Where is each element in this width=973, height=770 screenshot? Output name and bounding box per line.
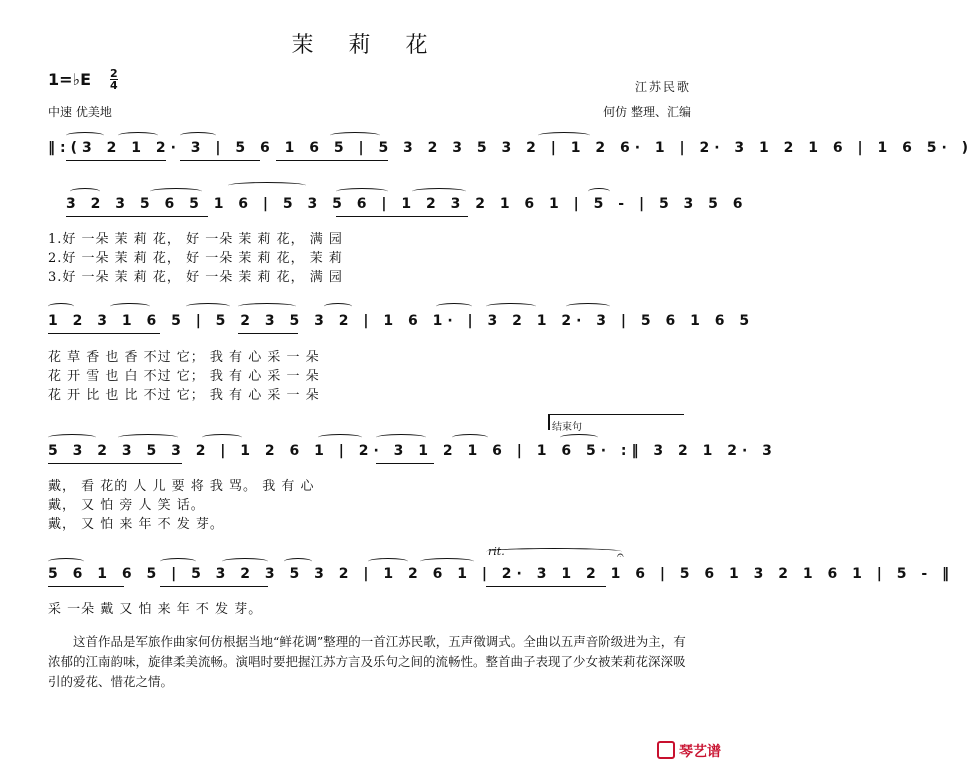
- beam-line: [160, 586, 268, 587]
- slur: [228, 182, 306, 189]
- lyric-line: 戴， 又 怕 旁 人 笑 话。: [48, 498, 205, 513]
- beam-line: [48, 586, 124, 587]
- slur: [48, 303, 74, 310]
- lyric-line: 花 草 香 也 香 不过 它； 我 有 心 采 一 朵: [48, 350, 320, 365]
- slur: [330, 132, 380, 139]
- slur: [48, 558, 84, 565]
- logo-text: 琴艺谱: [679, 744, 721, 760]
- verse-notes-row-4: 5 3 2 3 5 3 2 | 1 2 6 1 | 2· 3 1 2 1 6 | 1 6 5· :‖ 3 2 1 2· 3: [48, 443, 777, 459]
- slur: [376, 434, 426, 441]
- slur: [486, 303, 536, 310]
- time-signature: [110, 68, 118, 91]
- lyric-line: 戴， 看 花的 人 儿 要 将 我 骂。 我 有 心: [48, 479, 315, 494]
- slur: [66, 132, 104, 139]
- ending-bracket: [548, 414, 684, 415]
- beam-line: [376, 463, 434, 464]
- slur: [70, 188, 100, 195]
- song-title: 茉 莉 花: [291, 33, 442, 58]
- logo-icon: [657, 741, 675, 759]
- slur: [538, 132, 590, 139]
- beam-line: [238, 333, 298, 334]
- slur: [160, 558, 196, 565]
- site-logo: [657, 741, 721, 761]
- verse-notes-row-5: 5 6 1 6 5 | 5 3 2 3 5 3 2 | 1 2 6 1 | 2· 3 1 2 1 6 | 5 6 1 3 2 1 6 1 | 5 - ‖: [48, 566, 955, 582]
- tempo-marking: 中速 优美地: [48, 105, 112, 119]
- intro-notes: ‖:(3 2 1 2· 3 | 5 6 1 6 5 | 5 3 2 3 5 3 2 | 1 2 6· 1 | 2· 3 1 2 1 6 | 1 6 5· ): [48, 140, 973, 156]
- ending-phrase-marker: 结束句: [552, 422, 582, 433]
- slur: [436, 303, 472, 310]
- lyric-line: 2.好 一朵 茉 莉 花， 好 一朵 茉 莉 花， 茉 莉: [48, 251, 343, 266]
- ending-bracket-edge: [548, 414, 550, 430]
- slur: [222, 558, 268, 565]
- beam-line: [486, 586, 606, 587]
- slur: [336, 188, 388, 195]
- lyric-line: 1.好 一朵 茉 莉 花， 好 一朵 茉 莉 花， 满 园: [48, 232, 343, 247]
- slur: [118, 434, 178, 441]
- beam-line: [276, 160, 388, 161]
- beam-line: [336, 216, 468, 217]
- lyric-line: 采 一朵 戴 又 怕 来 年 不 发 芽。: [48, 602, 263, 617]
- slur: [412, 188, 466, 195]
- slur: [368, 558, 408, 565]
- slur: [588, 188, 610, 195]
- slur: [566, 303, 610, 310]
- beam-line: [66, 160, 166, 161]
- slur: [486, 548, 622, 555]
- slur: [452, 434, 488, 441]
- description-paragraph: 这首作品是军旅作曲家何仿根据当地“鲜花调”整理的一首江苏民歌，五声徵调式。全曲以五声音阶级进为主，有浓郁的江南韵味，旋律柔美流畅。演唱时要把握江苏方言及乐句之间的流畅性。整首曲子表现了少女被茉莉花深深吸引的爱花、惜花之情。: [48, 634, 686, 689]
- verse-notes-row-3: 1 2 3 1 6 5 | 5 2 3 5 3 2 | 1 6 1· | 3 2 1 2· 3 | 5 6 1 6 5: [48, 313, 755, 329]
- slur: [202, 434, 242, 441]
- lyric-line: 花 开 比 也 比 不过 它； 我 有 心 采 一 朵: [48, 388, 320, 403]
- lyric-line: 戴， 又 怕 来 年 不 发 芽。: [48, 517, 224, 532]
- beam-line: [66, 216, 208, 217]
- beam-line: [48, 463, 182, 464]
- meter-top: 2: [110, 67, 118, 80]
- slur: [118, 132, 158, 139]
- arranger-credit: 何仿 整理、汇编: [603, 105, 691, 119]
- verse-notes-row-2: 3 2 3 5 6 5 1 6 | 5 3 5 6 | 1 2 3 2 1 6 1 | 5 - | 5 3 5 6: [66, 196, 748, 212]
- slur: [318, 434, 362, 441]
- slur: [420, 558, 474, 565]
- lyric-line: 花 开 雪 也 白 不过 它； 我 有 心 采 一 朵: [48, 369, 320, 384]
- fermata-icon: 𝄐: [617, 548, 624, 562]
- slur: [284, 558, 312, 565]
- beam-line: [180, 160, 260, 161]
- slur: [180, 132, 216, 139]
- slur: [238, 303, 296, 310]
- slur: [560, 434, 598, 441]
- song-origin: 江苏民歌: [634, 80, 691, 94]
- slur: [48, 434, 96, 441]
- ritardando-marking: rit.: [488, 545, 505, 558]
- key-signature: 1=♭E: [48, 70, 92, 89]
- slur: [110, 303, 150, 310]
- lyric-line: 3.好 一朵 茉 莉 花， 好 一朵 茉 莉 花， 满 园: [48, 270, 343, 285]
- slur: [324, 303, 352, 310]
- slur: [186, 303, 230, 310]
- slur: [150, 188, 202, 195]
- meter-bottom: 4: [110, 79, 118, 92]
- beam-line: [48, 333, 160, 334]
